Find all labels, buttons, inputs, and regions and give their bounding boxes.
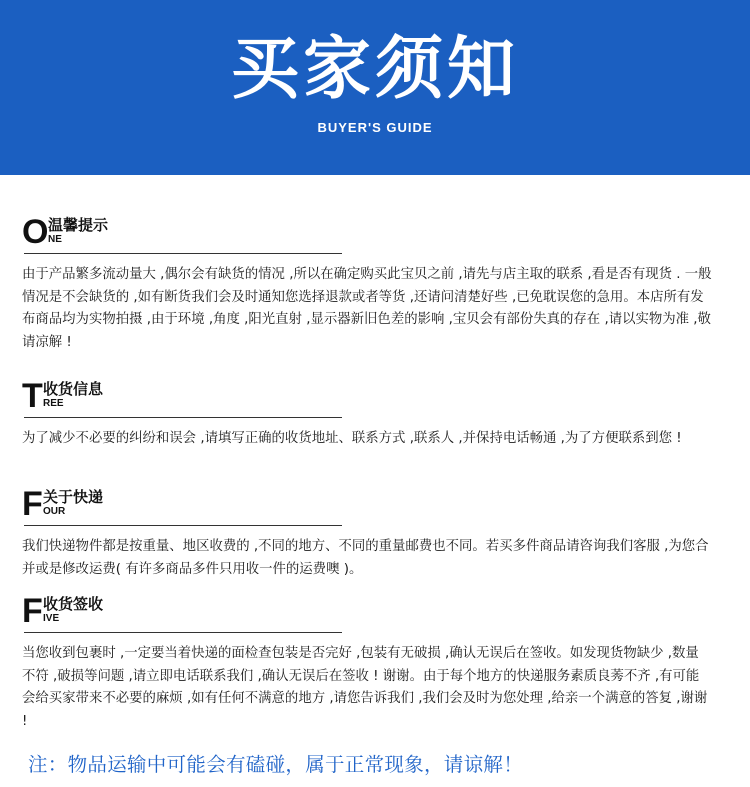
section-body: 由于产品繁多流动量大 ,偶尔会有缺货的情况 ,所以在确定购买此宝贝之前 ,请先与店主取的联系 ,看是否有现货 . 一般情况是不会缺货的 ,如有断货我们会及时通知您选择退款或者等货 ,还请问清楚好些 ,已免耽误您的急用。本店所有发布商品均为实物拍摄 ,由于环境 ,角度 ,阳光直射 ,显示器新旧色差的影响 ,宝贝会有部份失真的存在 ,请以实物为准 ,敬请凉解 ! [22,267,712,350]
section-subtitle: IVE [43,613,60,624]
page-title: 买家须知 [230,30,519,109]
section-title: 收货签收 [43,595,104,613]
section-title: 收货信息 [43,380,104,398]
page-subtitle: BUYER'S GUIDE [317,120,433,135]
section-initial: F [22,592,43,630]
header-banner [0,0,750,175]
section-heading [22,376,352,418]
section-subtitle: OUR [43,506,66,517]
section-shipping [22,484,722,581]
section-title: 温馨提示 [48,216,109,234]
section-signing [22,591,722,733]
section-subtitle: REE [43,398,64,409]
footer-note: 注：物品运输中可能会有磕碰，属于正常现象，请谅解！ [28,753,524,776]
section-body: 为了减少不必要的纠纷和误会 ,请填写正确的收货地址、联系方式 ,联系人 ,并保持电话畅通 ,为了方便联系到您 ! [22,431,682,446]
section-title: 关于快递 [43,488,104,506]
section-notice [22,212,722,354]
section-divider [24,525,342,526]
section-divider [24,417,342,418]
section-receiving-info [22,376,722,451]
section-subtitle: NE [48,234,62,245]
section-heading [22,484,352,526]
section-body: 我们快递物件都是按重量、地区收费的 ,不同的地方、不同的重量邮费也不同。若买多件商品请咨询我们客服 ,为您合并或是修改运费( 有许多商品多件只用收一件的运费噢 )。 [22,539,709,577]
section-body: 当您收到包裹时 ,一定要当着快递的面检查包装是否完好 ,包装有无破损 ,确认无误后在签收。如发现货物缺少 ,数量不符 ,破损等问题 ,请立即电话联系我们 ,确认无误后在签收 ! 谢谢。由于每个地方的快递服务素质良莠不齐 ,有可能会给买家带来不必要的麻烦 ,如有任何不满意的地方 ,请您告诉我们 ,我们会及时为您处理 ,给亲一个满意的答复 ,谢谢 ! [22,646,708,729]
section-initial: F [22,485,43,523]
section-initial: T [22,377,43,415]
section-divider [24,632,342,633]
section-heading [22,212,352,254]
section-divider [24,253,342,254]
section-heading [22,591,352,633]
section-initial: O [22,213,49,251]
